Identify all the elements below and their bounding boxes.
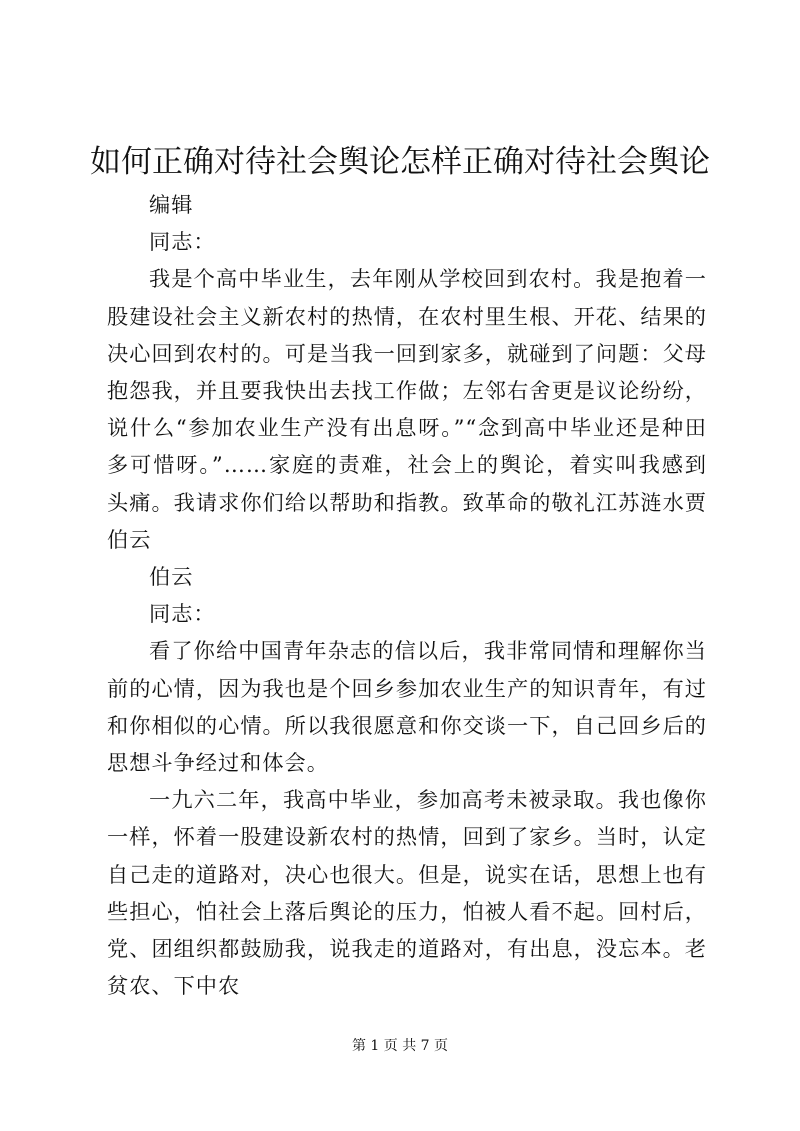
reply-salutation-comrade: 同志： <box>149 601 216 627</box>
reply-salutation-name: 伯云 <box>149 564 194 590</box>
document-title: 如何正确对待社会舆论怎样正确对待社会舆论 <box>90 144 710 180</box>
reply-paragraph: 一九六二年，我高中毕业，参加高考未被录取。我也像你一样，怀着一股建设新农村的热情，回到了家乡。当时，认定自己走的道路对，决心也很大。但是，说实在话，思想上也有些担心，怕社会上落后舆论的压力，怕被人看不起。回村后，党、团组织都鼓励我，说我走的道路对，有出息，没忘本。老贫农、下中农 <box>107 787 707 999</box>
salutation-editor: 编辑 <box>149 192 194 217</box>
letter-paragraph: 我是个高中毕业生，去年刚从学校回到农村。我是抱着一股建设社会主义新农村的热情，在农村里生根、开花、结果的决心回到农村的。可是当我一回到家多，就碰到了问题：父母抱怨我，并且要我快出去找工作做；左邻右舍更是议论纷纷，说什么“参加农业生产没有出息呀。”“念到高中毕业还是种田多可惜呀。”……家庭的责难，社会上的舆论，着实叫我感到头痛。我请求你们给以帮助和指教。致革命的敬礼江苏涟水贾伯云 <box>107 266 707 552</box>
page-footer: 第 1 页 共 7 页 <box>351 1038 449 1054</box>
document-body <box>107 186 707 1004</box>
salutation-comrade: 同志： <box>149 229 216 255</box>
reply-paragraph: 看了你给中国青年杂志的信以后，我非常同情和理解你当前的心情，因为我也是个回乡参加农业生产的知识青年，有过和你相似的心情。所以我很愿意和你交谈一下，自己回乡后的思想斗争经过和体会。 <box>107 638 707 776</box>
